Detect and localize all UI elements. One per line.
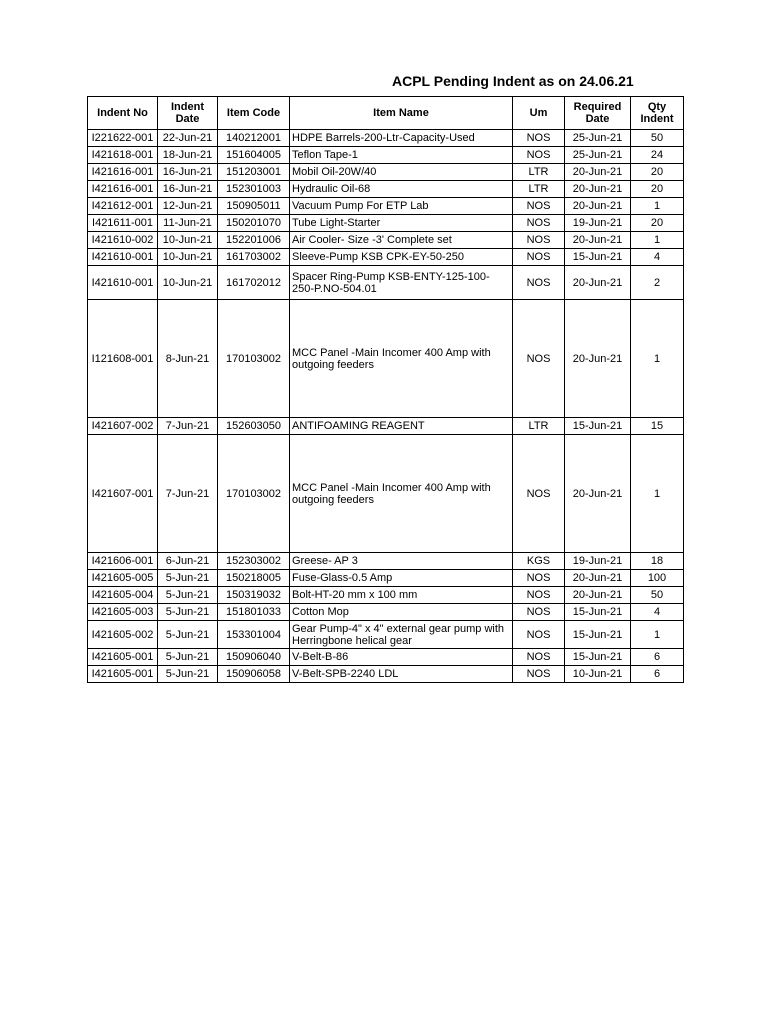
cell-qty-indent: 50 — [631, 130, 684, 147]
cell-indent-no: I421612-001 — [88, 198, 158, 215]
cell-required-date: 20-Jun-21 — [565, 232, 631, 249]
cell-item-code: 170103002 — [218, 435, 290, 553]
cell-indent-date: 10-Jun-21 — [158, 232, 218, 249]
cell-indent-no: I221622-001 — [88, 130, 158, 147]
table-row — [88, 649, 684, 666]
cell-indent-date: 7-Jun-21 — [158, 435, 218, 553]
cell-required-date: 25-Jun-21 — [565, 147, 631, 164]
cell-qty-indent: 1 — [631, 435, 684, 553]
cell-indent-no: I421607-002 — [88, 418, 158, 435]
cell-qty-indent: 15 — [631, 418, 684, 435]
cell-required-date: 20-Jun-21 — [565, 300, 631, 418]
table-row — [88, 435, 684, 553]
table-row — [88, 553, 684, 570]
cell-indent-date: 8-Jun-21 — [158, 300, 218, 418]
table-row — [88, 181, 684, 198]
column-header-indent-date: Indent Date — [158, 97, 218, 130]
cell-indent-date: 22-Jun-21 — [158, 130, 218, 147]
cell-indent-no: I421616-001 — [88, 181, 158, 198]
cell-um: NOS — [513, 300, 565, 418]
cell-required-date: 20-Jun-21 — [565, 181, 631, 198]
cell-qty-indent: 1 — [631, 621, 684, 649]
cell-required-date: 19-Jun-21 — [565, 553, 631, 570]
cell-um: NOS — [513, 232, 565, 249]
cell-item-name: V-Belt-SPB-2240 LDL — [290, 666, 513, 683]
table-row — [88, 198, 684, 215]
cell-qty-indent: 2 — [631, 266, 684, 300]
cell-item-code: 161703002 — [218, 249, 290, 266]
cell-indent-date: 6-Jun-21 — [158, 553, 218, 570]
cell-item-code: 152303002 — [218, 553, 290, 570]
pending-indent-table — [87, 96, 684, 683]
column-header-required-date: Required Date — [565, 97, 631, 130]
cell-indent-no: I421605-002 — [88, 621, 158, 649]
cell-required-date: 20-Jun-21 — [565, 587, 631, 604]
cell-item-code: 150319032 — [218, 587, 290, 604]
cell-required-date: 15-Jun-21 — [565, 604, 631, 621]
cell-qty-indent: 18 — [631, 553, 684, 570]
cell-indent-date: 10-Jun-21 — [158, 249, 218, 266]
cell-item-code: 170103002 — [218, 300, 290, 418]
cell-required-date: 20-Jun-21 — [565, 198, 631, 215]
cell-indent-no: I421616-001 — [88, 164, 158, 181]
cell-item-code: 151203001 — [218, 164, 290, 181]
cell-item-code: 150218005 — [218, 570, 290, 587]
cell-item-name: Sleeve-Pump KSB CPK-EY-50-250 — [290, 249, 513, 266]
cell-item-name: Spacer Ring-Pump KSB-ENTY-125-100-250-P.NO-504.01 — [290, 266, 513, 300]
cell-um: NOS — [513, 649, 565, 666]
cell-item-name: Hydraulic Oil-68 — [290, 181, 513, 198]
table-body — [88, 130, 684, 683]
cell-qty-indent: 4 — [631, 604, 684, 621]
table-row — [88, 147, 684, 164]
cell-indent-date: 7-Jun-21 — [158, 418, 218, 435]
table-header-row — [88, 97, 684, 130]
cell-indent-no: I421605-001 — [88, 666, 158, 683]
column-header-indent-no: Indent No — [88, 97, 158, 130]
table-row — [88, 587, 684, 604]
cell-item-code: 150201070 — [218, 215, 290, 232]
cell-um: LTR — [513, 181, 565, 198]
table-row — [88, 418, 684, 435]
cell-qty-indent: 24 — [631, 147, 684, 164]
cell-item-name: Vacuum Pump For ETP Lab — [290, 198, 513, 215]
cell-indent-date: 5-Jun-21 — [158, 570, 218, 587]
table-row — [88, 164, 684, 181]
cell-item-code: 151604005 — [218, 147, 290, 164]
cell-um: LTR — [513, 164, 565, 181]
cell-required-date: 15-Jun-21 — [565, 649, 631, 666]
column-header-item-name: Item Name — [290, 97, 513, 130]
cell-item-name: ANTIFOAMING REAGENT — [290, 418, 513, 435]
cell-um: NOS — [513, 215, 565, 232]
cell-indent-no: I421618-001 — [88, 147, 158, 164]
cell-indent-no: I421607-001 — [88, 435, 158, 553]
table-row — [88, 232, 684, 249]
table-row — [88, 249, 684, 266]
cell-indent-date: 5-Jun-21 — [158, 649, 218, 666]
cell-indent-no: I421611-001 — [88, 215, 158, 232]
cell-required-date: 19-Jun-21 — [565, 215, 631, 232]
cell-item-name: MCC Panel -Main Incomer 400 Amp with outgoing feeders — [290, 435, 513, 553]
cell-indent-no: I421605-004 — [88, 587, 158, 604]
cell-um: KGS — [513, 553, 565, 570]
cell-qty-indent: 1 — [631, 300, 684, 418]
cell-item-code: 152201006 — [218, 232, 290, 249]
cell-item-code: 161702012 — [218, 266, 290, 300]
cell-qty-indent: 100 — [631, 570, 684, 587]
cell-required-date: 20-Jun-21 — [565, 570, 631, 587]
cell-item-name: Bolt-HT-20 mm x 100 mm — [290, 587, 513, 604]
cell-indent-no: I421610-002 — [88, 232, 158, 249]
cell-um: NOS — [513, 621, 565, 649]
cell-um: NOS — [513, 266, 565, 300]
column-header-item-code: Item Code — [218, 97, 290, 130]
cell-indent-date: 10-Jun-21 — [158, 266, 218, 300]
cell-qty-indent: 6 — [631, 649, 684, 666]
cell-indent-no: I421610-001 — [88, 266, 158, 300]
cell-qty-indent: 20 — [631, 181, 684, 198]
cell-indent-no: I421605-003 — [88, 604, 158, 621]
cell-indent-no: I421605-001 — [88, 649, 158, 666]
column-header-qty-indent: Qty Indent — [631, 97, 684, 130]
cell-indent-no: I121608-001 — [88, 300, 158, 418]
column-header-um: Um — [513, 97, 565, 130]
cell-item-name: Tube Light-Starter — [290, 215, 513, 232]
cell-required-date: 20-Jun-21 — [565, 435, 631, 553]
cell-required-date: 20-Jun-21 — [565, 266, 631, 300]
cell-indent-date: 18-Jun-21 — [158, 147, 218, 164]
cell-indent-no: I421605-005 — [88, 570, 158, 587]
table-row — [88, 130, 684, 147]
cell-item-name: Fuse-Glass-0.5 Amp — [290, 570, 513, 587]
cell-indent-no: I421610-001 — [88, 249, 158, 266]
cell-um: LTR — [513, 418, 565, 435]
cell-um: NOS — [513, 198, 565, 215]
cell-item-code: 140212001 — [218, 130, 290, 147]
cell-indent-date: 12-Jun-21 — [158, 198, 218, 215]
cell-item-code: 152603050 — [218, 418, 290, 435]
cell-item-code: 153301004 — [218, 621, 290, 649]
cell-um: NOS — [513, 604, 565, 621]
cell-required-date: 15-Jun-21 — [565, 418, 631, 435]
cell-indent-date: 5-Jun-21 — [158, 587, 218, 604]
table-row — [88, 604, 684, 621]
cell-required-date: 10-Jun-21 — [565, 666, 631, 683]
cell-qty-indent: 4 — [631, 249, 684, 266]
cell-required-date: 20-Jun-21 — [565, 164, 631, 181]
cell-um: NOS — [513, 435, 565, 553]
cell-um: NOS — [513, 587, 565, 604]
cell-item-name: Mobil Oil-20W/40 — [290, 164, 513, 181]
cell-item-code: 151801033 — [218, 604, 290, 621]
cell-item-name: V-Belt-B-86 — [290, 649, 513, 666]
cell-indent-date: 5-Jun-21 — [158, 621, 218, 649]
page-title: ACPL Pending Indent as on 24.06.21 — [392, 73, 634, 89]
cell-required-date: 25-Jun-21 — [565, 130, 631, 147]
table-row — [88, 215, 684, 232]
cell-um: NOS — [513, 130, 565, 147]
cell-qty-indent: 50 — [631, 587, 684, 604]
cell-item-name: Gear Pump-4" x 4" external gear pump with Herringbone helical gear — [290, 621, 513, 649]
cell-item-code: 150905011 — [218, 198, 290, 215]
cell-qty-indent: 20 — [631, 164, 684, 181]
cell-item-name: Greese- AP 3 — [290, 553, 513, 570]
cell-qty-indent: 1 — [631, 198, 684, 215]
table-row — [88, 570, 684, 587]
cell-qty-indent: 6 — [631, 666, 684, 683]
cell-item-name: Air Cooler- Size -3' Complete set — [290, 232, 513, 249]
cell-indent-date: 16-Jun-21 — [158, 164, 218, 181]
cell-indent-date: 11-Jun-21 — [158, 215, 218, 232]
cell-required-date: 15-Jun-21 — [565, 249, 631, 266]
cell-indent-date: 5-Jun-21 — [158, 666, 218, 683]
cell-qty-indent: 1 — [631, 232, 684, 249]
cell-indent-date: 16-Jun-21 — [158, 181, 218, 198]
cell-item-name: MCC Panel -Main Incomer 400 Amp with outgoing feeders — [290, 300, 513, 418]
table-row — [88, 300, 684, 418]
cell-indent-no: I421606-001 — [88, 553, 158, 570]
cell-item-code: 152301003 — [218, 181, 290, 198]
cell-qty-indent: 20 — [631, 215, 684, 232]
cell-item-code: 150906040 — [218, 649, 290, 666]
cell-um: NOS — [513, 249, 565, 266]
cell-item-name: Teflon Tape-1 — [290, 147, 513, 164]
cell-um: NOS — [513, 570, 565, 587]
cell-indent-date: 5-Jun-21 — [158, 604, 218, 621]
cell-um: NOS — [513, 147, 565, 164]
cell-um: NOS — [513, 666, 565, 683]
table-row — [88, 621, 684, 649]
cell-item-name: Cotton Mop — [290, 604, 513, 621]
cell-item-name: HDPE Barrels-200-Ltr-Capacity-Used — [290, 130, 513, 147]
table-row — [88, 266, 684, 300]
table-row — [88, 666, 684, 683]
cell-item-code: 150906058 — [218, 666, 290, 683]
cell-required-date: 15-Jun-21 — [565, 621, 631, 649]
